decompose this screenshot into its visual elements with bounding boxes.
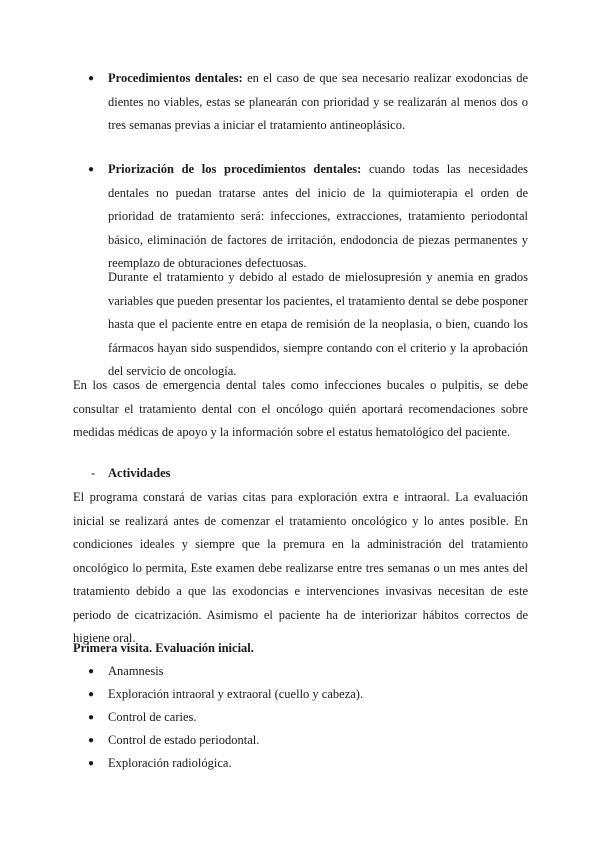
item-text: en el caso de que sea necesario realizar exodoncias de dientes no viables, estas se planearán con prioridad y se realizarán al menos dos o tres semanas previas a iniciar el tratamiento antineoplásico. — [108, 71, 528, 132]
item-text: cuando todas las necesidades dentales no puedan tratarse antes del inicio de la quimioterapia el orden de prioridad de tratamiento será: infecciones, extracciones, tratamiento periodontal básico, eliminación de factores de irritación, endodoncia de piezas permanentes y reemplazo de obturaciones defectuosas. — [108, 162, 528, 270]
list-item: Control de estado periodontal. — [108, 733, 260, 747]
list-item: Exploración radiológica. — [108, 756, 232, 770]
item-heading: Procedimientos dentales: — [108, 71, 243, 85]
dash-marker: - — [91, 466, 96, 480]
item-procedimientos — [108, 67, 528, 138]
item-priorizacion — [108, 158, 528, 276]
bullet-icon: ● — [88, 758, 95, 769]
first-visit-title: Primera visita. Evaluación inicial. — [73, 641, 254, 655]
list-item: Anamnesis — [108, 664, 164, 678]
list-item: Exploración intraoral y extraoral (cuello y cabeza). — [108, 687, 364, 701]
bullet-icon: ● — [88, 164, 95, 175]
item-heading: Priorización de los procedimientos dentales: — [108, 162, 362, 176]
bullet-icon: ● — [88, 73, 95, 84]
bullet-icon: ● — [88, 666, 95, 677]
activities-heading: Actividades — [108, 466, 171, 480]
activities-paragraph: El programa constará de varias citas para exploración extra e intraoral. La evaluación inicial se realizará antes de comenzar el tratamiento oncológico y lo antes posible. En condiciones ideales y siempre que la premura en la administración del tratamiento oncológico lo permita, Este examen debe realizarse entre tres semanas o un mes antes del tratamiento debido a que las exodoncias e intervenciones invasivas necesitan de este periodo de cicatrización. Asimismo el paciente ha de interiorizar hábitos correctos de higiene oral. — [73, 490, 528, 645]
bullet-icon: ● — [88, 689, 95, 700]
bullet-icon: ● — [88, 712, 95, 723]
item-continuation: Durante el tratamiento y debido al estado de mielosupresión y anemia en grados variables que pueden presentar los pacientes, el tratamiento dental se debe posponer hasta que el paciente entre en etapa de remisión de la neoplasia, o bien, cuando los fármacos hayan sido suspendidos, siempre contando con el criterio y la aprobación del servicio de oncología. — [108, 270, 528, 378]
list-item: Control de caries. — [108, 710, 197, 724]
emergency-paragraph: En los casos de emergencia dental tales como infecciones bucales o pulpitis, se debe consultar el tratamiento dental con el oncólogo quién aportará recomendaciones sobre medidas médicas de apoyo y la información sobre el estatus hematológico del paciente. — [73, 378, 528, 439]
bullet-icon: ● — [88, 735, 95, 746]
